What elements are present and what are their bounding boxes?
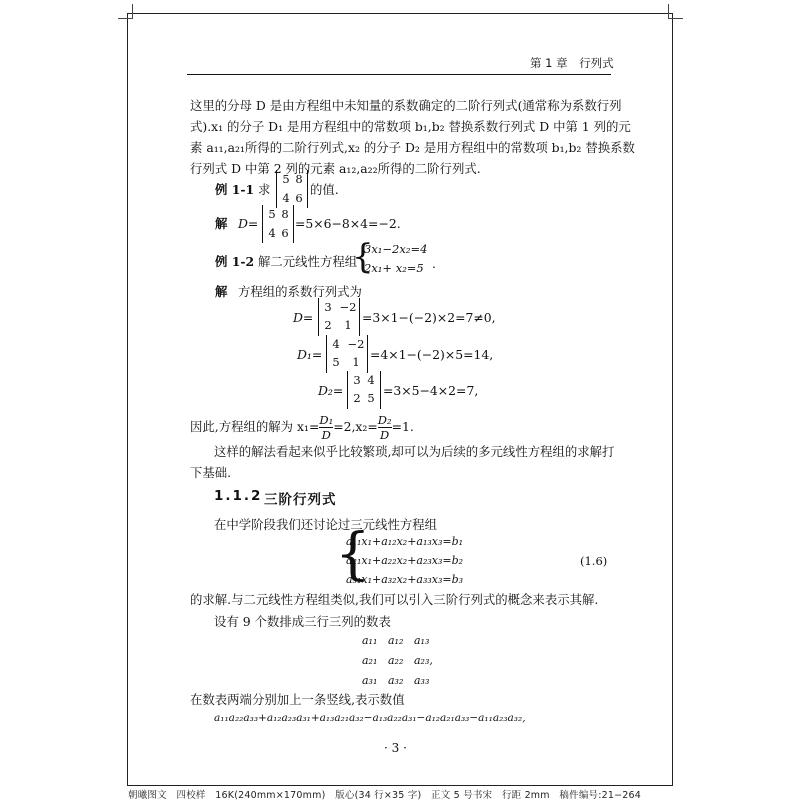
- para1-line3: 素 a₁₁,a₂₁所得的二阶行列式,x₂ 的分子 D₂ 是用方程组中的常数项 b₁,b₂ 替换系数: [190, 140, 635, 155]
- example2-eq1: 3x₁−2x₂=4: [364, 242, 428, 256]
- det-D2-lhs: D₂=: [318, 383, 344, 398]
- crop-mark-top-left: [118, 4, 133, 19]
- crop-mark-top-right: [668, 4, 683, 19]
- example2-label: 例 1-2: [215, 254, 255, 269]
- det-D2: [347, 371, 381, 409]
- example2-solution-text: 方程组的系数行列式为: [238, 284, 362, 299]
- array-r3c1: a₃₁: [362, 674, 378, 687]
- det-D1-rhs: =4×1−(−2)×5=14,: [370, 347, 494, 362]
- dD2-a21: 2: [353, 391, 361, 405]
- ex1s-a21: 4: [268, 226, 276, 240]
- example2-eq-period: .: [432, 256, 436, 271]
- det-D1: [326, 335, 368, 373]
- system3-brace: {: [335, 522, 371, 587]
- dD1-a21: 5: [332, 355, 340, 369]
- ex1-a12: 8: [295, 172, 303, 186]
- array-r1c1: a₁₁: [362, 634, 378, 647]
- example1-prefix: 求: [258, 182, 271, 197]
- ex1s-a11: 5: [268, 207, 276, 221]
- dD2-a11: 3: [353, 373, 361, 387]
- equation-number: (1.6): [580, 554, 608, 568]
- frac2-denominator: D: [380, 428, 390, 442]
- dD-a22: 1: [344, 318, 352, 332]
- example1-solution-determinant: [262, 205, 294, 243]
- system3-eq2: a₂₁x₁+a₂₂x₂+a₂₃x₃=b₂: [346, 554, 464, 567]
- para1-line4: 行列式 D 中第 2 列的元素 a₁₂,a₂₂所得的二阶行列式.: [190, 161, 481, 176]
- example1-lhs: D=: [238, 216, 259, 231]
- para4: 的求解.与二元线性方程组类似,我们可以引入三阶行列式的概念来表示其解.: [190, 592, 599, 607]
- det-D: [318, 298, 360, 336]
- det-D2-rhs: =3×5−4×2=7,: [383, 383, 479, 398]
- array-r3c2: a₃₂: [388, 674, 404, 687]
- para6: 在数表两端分别加上一条竖线,表示数值: [190, 692, 405, 707]
- fraction-x1: [319, 414, 333, 441]
- frac2-numerator: D₂: [377, 413, 392, 427]
- para1-line2: 式).x₁ 的分子 D₁ 是用方程组中的常数项 b₁,b₂ 替换系数行列式 D 中第 1 列的元: [190, 119, 631, 134]
- conclusion-mid: =2,x₂=: [333, 419, 378, 434]
- para2-line1: 这样的解法看起来似乎比较繁琐,却可以为后续的多元线性方程组的求解打: [214, 444, 615, 459]
- example2-prefix: 解二元线性方程组: [258, 254, 358, 269]
- example2-eq2: 2x₁+ x₂=5: [364, 261, 424, 275]
- ex1-a11: 5: [282, 172, 290, 186]
- frac1-numerator: D₁: [319, 413, 334, 427]
- dD2-a12: 4: [367, 373, 375, 387]
- dD1-a12: −2: [347, 337, 365, 351]
- array-r2c2: a₂₂: [388, 654, 404, 667]
- example2-solution-label: 解: [215, 284, 228, 299]
- det-D-rhs: =3×1−(−2)×2=7≠0,: [362, 310, 496, 325]
- det-D-lhs: D=: [293, 310, 314, 325]
- example2-brace: {: [352, 237, 374, 277]
- array-r3c3: a₃₃: [414, 674, 430, 687]
- para3: 在中学阶段我们还讨论过三元线性方程组: [214, 517, 438, 532]
- page-number: · 3 ·: [384, 741, 407, 755]
- section-number: 1.1.2: [214, 488, 263, 504]
- frac1-denominator: D: [321, 428, 331, 442]
- print-footer: 朝曦图文 四校样 16K(240mm×170mm) 版心(34 行×35 字) 正文 5 号书宋 行距 2mm 稿件编号:21−264: [128, 790, 641, 801]
- ex1-a21: 4: [282, 191, 290, 205]
- fraction-x2: [378, 414, 392, 441]
- example1-rhs: =5×6−8×4=−2.: [295, 216, 401, 231]
- expansion-formula: a₁₁a₂₂a₃₃+a₁₂a₂₃a₃₁+a₁₃a₂₁a₃₂−a₁₃a₂₂a₃₁−a₁₂a₂₁a₃₃−a₁₁a₂₃a₃₂,: [214, 712, 526, 724]
- dD2-a22: 5: [367, 391, 375, 405]
- conclusion-line: [190, 414, 414, 441]
- para1-line1: 这里的分母 D 是由方程组中未知量的系数确定的二阶行列式(通常称为系数行列: [190, 98, 622, 113]
- dD-a21: 2: [324, 318, 332, 332]
- dD1-a11: 4: [332, 337, 340, 351]
- system3-eq1: a₁₁x₁+a₁₂x₂+a₁₃x₃=b₁: [346, 535, 464, 548]
- para2-line2: 下基础.: [190, 465, 232, 480]
- example1-suffix: 的值.: [310, 182, 339, 197]
- dD-a12: −2: [339, 300, 357, 314]
- header-rule: [187, 74, 611, 75]
- conclusion-prefix: 因此,方程组的解为 x₁=: [190, 419, 320, 434]
- ex1-a22: 6: [295, 191, 303, 205]
- array-r1c2: a₁₂: [388, 634, 404, 647]
- example1-determinant: [276, 170, 308, 208]
- ex1s-a12: 8: [281, 207, 289, 221]
- ex1s-a22: 6: [281, 226, 289, 240]
- system3-eq3: a₃₁x₁+a₃₂x₂+a₃₃x₃=b₃: [346, 573, 464, 586]
- section-title: 三阶行列式: [264, 492, 337, 508]
- running-header: 第 1 章 行列式: [530, 56, 614, 70]
- dD1-a22: 1: [352, 355, 360, 369]
- conclusion-end: =1.: [391, 419, 414, 434]
- array-r2c3: a₂₃,: [414, 654, 433, 667]
- det-D1-lhs: D₁=: [297, 347, 323, 362]
- example1-label: 例 1-1: [215, 182, 255, 197]
- para5: 设有 9 个数排成三行三列的数表: [214, 614, 391, 629]
- array-r2c1: a₂₁: [362, 654, 378, 667]
- dD-a11: 3: [324, 300, 332, 314]
- example1-solution-label: 解: [215, 216, 228, 231]
- array-r1c3: a₁₃: [414, 634, 430, 647]
